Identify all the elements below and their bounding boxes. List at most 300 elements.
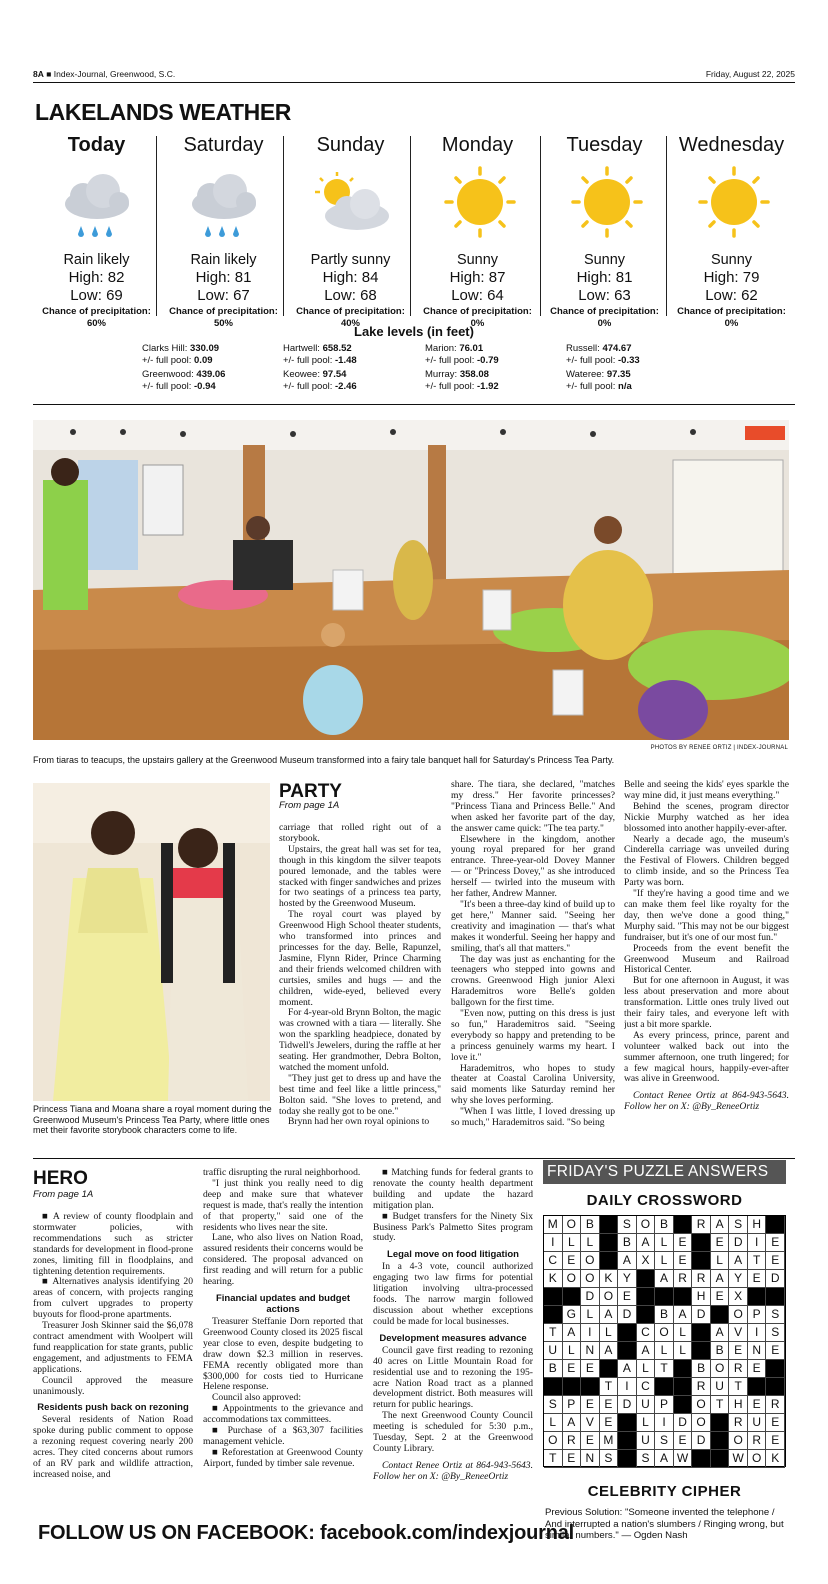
crossword-letter: L <box>637 1360 656 1378</box>
day-name: Monday <box>441 134 514 156</box>
crossword-letter: T <box>655 1360 674 1378</box>
crossword-letter: E <box>729 1342 748 1360</box>
crossword-letter: W <box>729 1450 748 1468</box>
lake-entry: Keowee: 97.54 +/- full pool: -2.46 <box>283 369 357 392</box>
forecast-row <box>33 132 795 329</box>
precip-value: 50% <box>213 318 233 329</box>
condition-text: Sunny <box>710 252 753 268</box>
crossword-letter: W <box>674 1450 693 1468</box>
low-temp: Low: 69 <box>70 287 123 304</box>
crossword-letter: V <box>729 1324 748 1342</box>
cipher-title: CELEBRITY CIPHER <box>587 1483 742 1500</box>
paragraph: ■ A review of county floodplain and stormwater policies, with recommendations such as stricter standards for development in flood-prone zones, limiting fill in floodplains, and tightening detention requirements. <box>33 1212 193 1277</box>
paragraph: ■ Alternatives analysis identifying 20 areas of concern, with projects ranging from culvert upgrades to property buyouts for flood-prone apartments. <box>33 1276 193 1321</box>
crossword-letter: I <box>655 1414 674 1432</box>
side-photo-caption: Princess Tiana and Moana share a royal moment during the Greenwood Museum's Princess Tea Party, where little ones met their favorite storybook characters come to life. <box>33 1104 272 1136</box>
crossword-letter: H <box>729 1396 748 1414</box>
crossword-black-square <box>563 1288 582 1306</box>
crossword-letter: G <box>563 1306 582 1324</box>
crossword-black-square <box>766 1378 785 1396</box>
photo-credit: PHOTOS BY RENEE ORTIZ | INDEX-JOURNAL <box>650 745 788 751</box>
subhead: Residents push back on rezoning <box>37 1402 189 1414</box>
forecast-day <box>33 132 160 329</box>
high-temp: High: 81 <box>195 269 252 286</box>
crossword-letter: T <box>544 1450 563 1468</box>
hero-jump-line: From page 1A <box>33 1189 94 1200</box>
crossword-letter: B <box>655 1216 674 1234</box>
crossword-letter: B <box>581 1216 600 1234</box>
crossword-letter: O <box>748 1450 767 1468</box>
paragraph: The day was just as enchanting for the teenagers who stepped into gowns and crowns. Greenwood High junior Alexi Harademitros wore Belle's golden ballgown for the first time. <box>451 953 615 1009</box>
paragraph: Proceeds from the event benefit the Greenwood Museum and Railroad Historical Center. <box>624 942 789 976</box>
crossword-letter: R <box>563 1432 582 1450</box>
paragraph: "It's been a three-day kind of build up to get here," Manner said. "Seeing her creativity and imagination — that's what makes it wonderful. Seeing her happy and smiling, that's all that matters." <box>451 898 615 954</box>
paper-name: Index-Journal, Greenwood, S.C. <box>53 69 176 79</box>
crossword-letter: A <box>674 1306 693 1324</box>
paragraph: As every princess, prince, parent and volunteer walked back out into the summer afternoon, one truth lingered; for a few magical hours, happily-ever-after was alive in Greenwood. <box>624 1029 789 1085</box>
crossword-letter: D <box>729 1234 748 1252</box>
crossword-letter: A <box>655 1450 674 1468</box>
crossword-letter: D <box>674 1414 693 1432</box>
paragraph: ■ Purchase of a $63,307 facilities management vehicle. <box>203 1425 363 1447</box>
party-headline: PARTY <box>279 781 342 802</box>
lake-entry: Russell: 474.67 +/- full pool: -0.33 <box>566 343 640 366</box>
lake-entry: Wateree: 97.35 +/- full pool: n/a <box>566 369 632 392</box>
paragraph: Council gave first reading to rezoning 40 acres on Little Mountain Road for residential use and to rezoning the 195-acre Nation Road tract as a planned development district. Both measures will return for public hearings. <box>373 1344 533 1411</box>
paragraph: "If they're having a good time and we can make them feel like royalty for the day, then we've done a good thing," Murphy said. "This may not be our biggest fundraiser, but it's one of our most fun." <box>624 888 789 943</box>
crossword-letter: O <box>655 1324 674 1342</box>
lake-entry: Hartwell: 658.52 +/- full pool: -1.48 <box>283 343 357 366</box>
precip-value: 0% <box>470 318 485 329</box>
crossword-letter: E <box>766 1342 785 1360</box>
crossword-letter: L <box>563 1234 582 1252</box>
party-signoff: Contact Renee Ortiz at 864-943-5643. Follow her on X: @By_ReneeOrtiz <box>624 1090 789 1113</box>
paragraph: "Even now, putting on this dress is just so fun," Harademitros said. "Seeing everybody so happy and pretending to be a princess genuinely warms my heart. I love it." <box>451 1008 615 1063</box>
precip-label: Chance of precipitation: <box>169 306 278 317</box>
lake-entry: Murray: 358.08 +/- full pool: -1.92 <box>425 369 499 392</box>
paragraph: The next Greenwood County Council meeting is scheduled for 5:30 p.m., Tuesday, Sept. 2 at the Greenwood County Library. <box>373 1410 533 1454</box>
subhead: Financial updates and budget actions <box>215 1292 351 1315</box>
precip-label: Chance of precipitation: <box>296 306 405 317</box>
crossword-letter: K <box>600 1270 619 1288</box>
crossword-letter: S <box>655 1432 674 1450</box>
crossword-letter: T <box>544 1324 563 1342</box>
crossword-letter: E <box>563 1360 582 1378</box>
condition-text: Sunny <box>456 252 499 268</box>
high-temp: High: 87 <box>449 269 506 286</box>
section-rule <box>33 404 795 405</box>
crossword-letter: E <box>563 1450 582 1468</box>
crossword-letter: A <box>711 1216 730 1234</box>
crossword-letter: E <box>600 1396 619 1414</box>
high-temp: High: 82 <box>68 269 125 286</box>
main-photo-caption: From tiaras to teacups, the upstairs gallery at the Greenwood Museum transformed into a fairy tale banquet hall for Saturday's Princess Tea Party. <box>33 755 615 765</box>
puzzle-answers-band: FRIDAY'S PUZZLE ANSWERS <box>543 1160 786 1184</box>
precip-value: 60% <box>86 318 106 329</box>
hero-column-3 <box>373 1168 533 1512</box>
crossword-letter: R <box>674 1270 693 1288</box>
crossword-letter: A <box>618 1360 637 1378</box>
crossword-black-square <box>692 1450 711 1468</box>
crossword-letter: A <box>655 1270 674 1288</box>
condition-text: Rain likely <box>63 252 130 268</box>
crossword-letter: O <box>692 1396 711 1414</box>
paragraph: Brynn had her own royal opinions to <box>288 1116 430 1128</box>
crossword-letter: B <box>544 1360 563 1378</box>
crossword-letter: I <box>748 1234 767 1252</box>
crossword-letter: L <box>581 1306 600 1324</box>
forecast-day <box>668 132 795 329</box>
high-temp: High: 84 <box>322 269 379 286</box>
crossword-letter: O <box>729 1306 748 1324</box>
crossword-letter: O <box>581 1270 600 1288</box>
crossword-black-square <box>711 1306 730 1324</box>
crossword-black-square <box>600 1216 619 1234</box>
crossword-letter: Y <box>618 1270 637 1288</box>
crossword-black-square <box>674 1288 693 1306</box>
crossword-letter: L <box>563 1342 582 1360</box>
crossword-letter: L <box>544 1414 563 1432</box>
paragraph: In a 4-3 vote, council authorized engaging two law firms for potential litigation involving ultra-processed foods. The narrow margin followed discussion about whether exceptions could be made for local businesses. <box>373 1261 533 1327</box>
crossword-black-square <box>674 1360 693 1378</box>
rain-cloud-icon <box>33 164 160 244</box>
crossword-letter: T <box>711 1396 730 1414</box>
paragraph: ■ Appointments to the grievance and accommodations tax committees. <box>203 1403 363 1426</box>
lake-entry: Greenwood: 439.06 +/- full pool: -0.94 <box>142 369 226 392</box>
crossword-black-square <box>637 1288 656 1306</box>
crossword-letter: U <box>637 1396 656 1414</box>
paragraph: traffic disrupting the rural neighborhood. <box>203 1168 361 1178</box>
party-column-3 <box>624 780 789 1145</box>
crossword-letter: E <box>766 1234 785 1252</box>
crossword-letter: E <box>674 1252 693 1270</box>
day-name: Wednesday <box>678 134 785 156</box>
crossword-black-square <box>655 1378 674 1396</box>
crossword-black-square <box>581 1378 600 1396</box>
crossword-letter: S <box>618 1216 637 1234</box>
crossword-letter: E <box>748 1360 767 1378</box>
forecast-day <box>414 132 541 329</box>
rain-cloud-icon <box>160 164 287 244</box>
paragraph: "I just think you really need to dig deep and make sure that whatever request is made, that's really the intention of that property," said one of the residents who lives near the site. <box>203 1177 363 1233</box>
folio-bar <box>33 69 795 83</box>
crossword-letter: R <box>692 1270 711 1288</box>
low-temp: Low: 64 <box>451 287 504 304</box>
party-jump-line: From page 1A <box>279 800 340 811</box>
paragraph: Behind the scenes, program director Nickie Murphy watched as her idea blossomed into another happily-ever-after. <box>624 800 789 834</box>
crossword-black-square <box>600 1252 619 1270</box>
crossword-black-square <box>618 1450 637 1468</box>
paragraph: Harademitros, who hopes to study theater at Coastal Carolina University, said moments like Saturday remind her why she loves performing. <box>451 1062 615 1107</box>
crossword-letter: R <box>748 1432 767 1450</box>
crossword-letter: L <box>600 1324 619 1342</box>
high-temp: High: 79 <box>703 269 760 286</box>
crossword-black-square <box>711 1432 730 1450</box>
forecast-day <box>160 132 287 329</box>
day-name: Saturday <box>183 134 264 156</box>
paragraph: "They just get to dress up and have the best time and feel like a little princess," Bolton said. "She loves to pretend, and today she really got to be one." <box>279 1072 441 1117</box>
precip-value: 0% <box>597 318 612 329</box>
low-temp: Low: 68 <box>324 287 377 304</box>
crossword-letter: L <box>674 1342 693 1360</box>
crossword-letter: K <box>766 1450 785 1468</box>
paragraph: Elsewhere in the kingdom, another young royal prepared for her grand entrance. Three-year-old Dovey Manner — or "Princess Dovey," as she introduced herself — twirled into the museum with her father, Andrew Manner. <box>451 833 615 900</box>
paragraph: Several residents of Nation Road spoke during public comment to oppose a rezoning request covering nearly 200 acres. They cited concerns about rumors of an RV park and wildlife attraction, increased noise, and <box>33 1414 193 1480</box>
crossword-letter: E <box>600 1414 619 1432</box>
crossword-letter: P <box>748 1306 767 1324</box>
crossword-letter: E <box>711 1288 730 1306</box>
crossword-black-square <box>618 1324 637 1342</box>
facebook-promo: FOLLOW US ON FACEBOOK: facebook.com/indexjournal <box>38 1522 574 1544</box>
crossword-black-square <box>618 1342 637 1360</box>
page-number: 8A <box>33 69 44 79</box>
crossword-letter: A <box>600 1306 619 1324</box>
paragraph: "When I was little, I loved dressing up so much," Harademitros said. "So being <box>451 1106 615 1129</box>
day-name: Sunday <box>316 134 385 156</box>
crossword-letter: E <box>581 1432 600 1450</box>
crossword-black-square <box>618 1414 637 1432</box>
crossword-letter: C <box>544 1252 563 1270</box>
crossword-letter: S <box>544 1396 563 1414</box>
crossword-letter: X <box>729 1288 748 1306</box>
crossword-letter: A <box>600 1342 619 1360</box>
crossword-black-square <box>692 1234 711 1252</box>
crossword-letter: A <box>563 1414 582 1432</box>
crossword-black-square <box>618 1432 637 1450</box>
crossword-letter: L <box>637 1414 656 1432</box>
crossword-letter: O <box>581 1252 600 1270</box>
crossword-letter: C <box>637 1324 656 1342</box>
low-temp: Low: 63 <box>578 287 631 304</box>
crossword-letter: S <box>766 1306 785 1324</box>
crossword-letter: P <box>563 1396 582 1414</box>
crossword-letter: T <box>600 1378 619 1396</box>
crossword-black-square <box>692 1342 711 1360</box>
crossword-letter: E <box>674 1234 693 1252</box>
issue-date: Friday, August 22, 2025 <box>705 69 795 79</box>
hero-signoff: Contact Renee Ortiz at 864-943-5643. Follow her on X: @By_ReneeOrtiz <box>373 1459 533 1482</box>
crossword-letter: I <box>581 1324 600 1342</box>
paragraph: The royal court was played by Greenwood High School theater students, who transformed into princes and princesses for the day. Belle, Rapunzel, Jasmine, Flynn Rider, Prince Charming and their friends welcomed children with curtsies, smiles and hugs — and the children, wide-eyed, believed every moment. <box>279 909 441 1008</box>
paragraph: Belle and seeing the kids' eyes sparkle the way mine did, it just means everything." <box>624 780 789 801</box>
paragraph: ■ Matching funds for federal grants to renovate the county health department building and update the hazard mitigation plan. <box>373 1168 533 1211</box>
crossword-letter: E <box>766 1252 785 1270</box>
crossword-letter: Y <box>729 1270 748 1288</box>
crossword-letter: R <box>692 1378 711 1396</box>
crossword-letter: D <box>766 1270 785 1288</box>
crossword-letter: A <box>563 1324 582 1342</box>
crossword-letter: V <box>581 1414 600 1432</box>
crossword-letter: H <box>692 1288 711 1306</box>
paragraph: But for one afternoon in August, it was less about preservation and more about transformation. Little ones truly lived out their fairy tales, and everyone left with just a bit more sparkle. <box>624 975 789 1030</box>
crossword-letter: U <box>748 1414 767 1432</box>
crossword-letter: T <box>729 1378 748 1396</box>
precip-label: Chance of precipitation: <box>550 306 659 317</box>
crossword-black-square <box>766 1288 785 1306</box>
crossword-grid <box>543 1215 786 1467</box>
crossword-letter: D <box>692 1432 711 1450</box>
crossword-black-square <box>692 1252 711 1270</box>
crossword-letter: E <box>748 1396 767 1414</box>
crossword-letter: E <box>748 1270 767 1288</box>
crossword-letter: D <box>581 1288 600 1306</box>
paragraph: ■ Budget transfers for the Ninety Six Business Park's Palmetto Sites program study. <box>373 1210 533 1244</box>
crossword-black-square <box>748 1288 767 1306</box>
crossword-letter: B <box>692 1360 711 1378</box>
crossword-black-square <box>766 1360 785 1378</box>
crossword-letter: S <box>637 1450 656 1468</box>
precip-value: 40% <box>340 318 360 329</box>
crossword-letter: M <box>544 1216 563 1234</box>
crossword-letter: S <box>729 1216 748 1234</box>
weather-title: LAKELANDS WEATHER <box>35 99 291 125</box>
crossword-letter: E <box>581 1360 600 1378</box>
crossword-letter: L <box>655 1342 674 1360</box>
crossword-letter: U <box>544 1342 563 1360</box>
day-name: Today <box>67 134 126 156</box>
crossword-letter: E <box>766 1414 785 1432</box>
crossword-letter: A <box>637 1234 656 1252</box>
crossword-letter: L <box>655 1234 674 1252</box>
high-temp: High: 81 <box>576 269 633 286</box>
crossword-black-square <box>544 1306 563 1324</box>
tiana-moana-photo <box>33 783 270 1101</box>
paragraph: Treasurer Josh Skinner said the $6,078 contract amendment with Woolpert will fund reapplication for state grants, public engagement, and adjustments to FEMA applications. <box>33 1320 193 1375</box>
crossword-black-square <box>563 1378 582 1396</box>
forecast-day <box>287 132 414 329</box>
crossword-black-square <box>674 1216 693 1234</box>
crossword-letter: L <box>655 1252 674 1270</box>
paragraph: Lane, who also lives on Nation Road, assured residents their concerns would be considered. The proposal advanced on first reading and will return for a public hearing. <box>203 1232 363 1288</box>
crossword-letter: O <box>729 1432 748 1450</box>
crossword-letter: O <box>637 1216 656 1234</box>
crossword-black-square <box>600 1360 619 1378</box>
paragraph: For 4-year-old Brynn Bolton, the magic was crowned with a tiara — literally. She won the sparkling headpiece, donated by Tidwell's Jewelers, during the raffle at her seating. Her grandmother, Debra Bolton, watched the moment unfold. <box>279 1007 441 1073</box>
crossword-letter: R <box>692 1216 711 1234</box>
paragraph: Nearly a decade ago, the museum's Cinderella carriage was unveiled during the Festival of Flowers. Children begged to climb inside, and so the Princess Tea Party was born. <box>624 833 789 889</box>
crossword-letter: A <box>711 1324 730 1342</box>
crossword-black-square <box>674 1396 693 1414</box>
lake-levels-title: Lake levels (in feet) <box>354 324 474 339</box>
crossword-letter: R <box>766 1396 785 1414</box>
condition-text: Partly sunny <box>310 252 391 268</box>
crossword-letter: B <box>655 1306 674 1324</box>
party-column-2 <box>451 780 615 1145</box>
forecast-day <box>541 132 668 329</box>
crossword-letter: N <box>581 1450 600 1468</box>
low-temp: Low: 67 <box>197 287 250 304</box>
crossword-black-square <box>637 1306 656 1324</box>
crossword-letter: E <box>581 1396 600 1414</box>
crossword-letter: C <box>637 1378 656 1396</box>
crossword-letter: X <box>637 1252 656 1270</box>
sun-icon <box>414 164 541 244</box>
crossword-letter: I <box>618 1378 637 1396</box>
crossword-black-square <box>544 1378 563 1396</box>
crossword-letter: E <box>766 1432 785 1450</box>
crossword-letter: L <box>674 1324 693 1342</box>
party-column-1 <box>279 823 441 1145</box>
crossword-black-square <box>748 1378 767 1396</box>
cipher-solution: Previous Solution: "Someone invented the telephone / And interrupted a nation's slumbers / Ringing wrong, but similar numbers." — Ogden Nash <box>545 1507 784 1541</box>
hero-column-2 <box>203 1168 363 1512</box>
crossword-black-square <box>674 1378 693 1396</box>
crossword-letter: E <box>711 1234 730 1252</box>
folio-left <box>33 69 175 79</box>
crossword-letter: P <box>655 1396 674 1414</box>
crossword-letter: D <box>618 1306 637 1324</box>
crossword-letter: O <box>600 1288 619 1306</box>
crossword-black-square <box>711 1450 730 1468</box>
crossword-letter: B <box>711 1342 730 1360</box>
crossword-letter: E <box>674 1432 693 1450</box>
hero-headline: HERO <box>33 1168 88 1189</box>
precip-label: Chance of precipitation: <box>423 306 532 317</box>
crossword-black-square <box>600 1234 619 1252</box>
crossword-letter: A <box>711 1270 730 1288</box>
crossword-letter: I <box>748 1324 767 1342</box>
paragraph: share. The tiara, she declared, "matches my dress." Her favorite princesses? "Princess Tiana and Princess Belle." And when asked her favorite part of the day, the answer came quick: "The tea party." <box>451 780 615 834</box>
condition-text: Sunny <box>583 252 626 268</box>
crossword-letter: N <box>581 1342 600 1360</box>
crossword-letter: B <box>618 1234 637 1252</box>
crossword-letter: O <box>563 1270 582 1288</box>
crossword-letter: A <box>729 1252 748 1270</box>
crossword-letter: E <box>563 1252 582 1270</box>
subhead: Legal move on food litigation <box>387 1249 519 1261</box>
partly-sunny-icon <box>287 164 414 244</box>
crossword-letter: S <box>600 1450 619 1468</box>
sun-icon <box>668 164 795 244</box>
precip-value: 0% <box>724 318 739 329</box>
crossword-title: DAILY CROSSWORD <box>586 1192 743 1209</box>
crossword-black-square <box>711 1414 730 1432</box>
lake-entry: Marion: 76.01 +/- full pool: -0.79 <box>425 343 499 366</box>
hero-column-1 <box>33 1212 193 1512</box>
precip-label: Chance of precipitation: <box>677 306 786 317</box>
crossword-letter: H <box>748 1216 767 1234</box>
crossword-letter: A <box>618 1252 637 1270</box>
crossword-black-square <box>637 1270 656 1288</box>
paragraph: carriage that rolled right out of a storybook. <box>279 823 441 844</box>
subhead: Development measures advance <box>379 1332 527 1344</box>
crossword-letter: O <box>544 1432 563 1450</box>
crossword-letter: S <box>766 1324 785 1342</box>
crossword-letter: L <box>711 1252 730 1270</box>
low-temp: Low: 62 <box>705 287 758 304</box>
crossword-letter: I <box>544 1234 563 1252</box>
paragraph: Council also approved: <box>212 1392 301 1404</box>
crossword-black-square <box>766 1216 785 1234</box>
sun-icon <box>541 164 668 244</box>
paragraph: Treasurer Steffanie Dorn reported that Greenwood County closed its 2025 fiscal year close to even, despite budgeting to draw down $2.3 million in reserves. FEMA recently obligated more than $300,000 for costs tied to Hurricane Helene response. <box>203 1315 363 1393</box>
crossword-letter: D <box>692 1306 711 1324</box>
crossword-letter: K <box>544 1270 563 1288</box>
day-name: Tuesday <box>566 134 643 156</box>
section-rule <box>33 1158 795 1159</box>
crossword-letter: R <box>729 1360 748 1378</box>
folio-separator: ■ <box>46 69 52 79</box>
crossword-letter: O <box>711 1360 730 1378</box>
crossword-letter: D <box>618 1396 637 1414</box>
crossword-black-square <box>544 1288 563 1306</box>
precip-label: Chance of precipitation: <box>42 306 151 317</box>
crossword-letter: M <box>600 1432 619 1450</box>
tea-party-photo <box>33 420 789 740</box>
crossword-letter: R <box>729 1414 748 1432</box>
condition-text: Rain likely <box>190 252 257 268</box>
lake-entry: Clarks Hill: 330.09 +/- full pool: 0.09 <box>142 343 220 366</box>
